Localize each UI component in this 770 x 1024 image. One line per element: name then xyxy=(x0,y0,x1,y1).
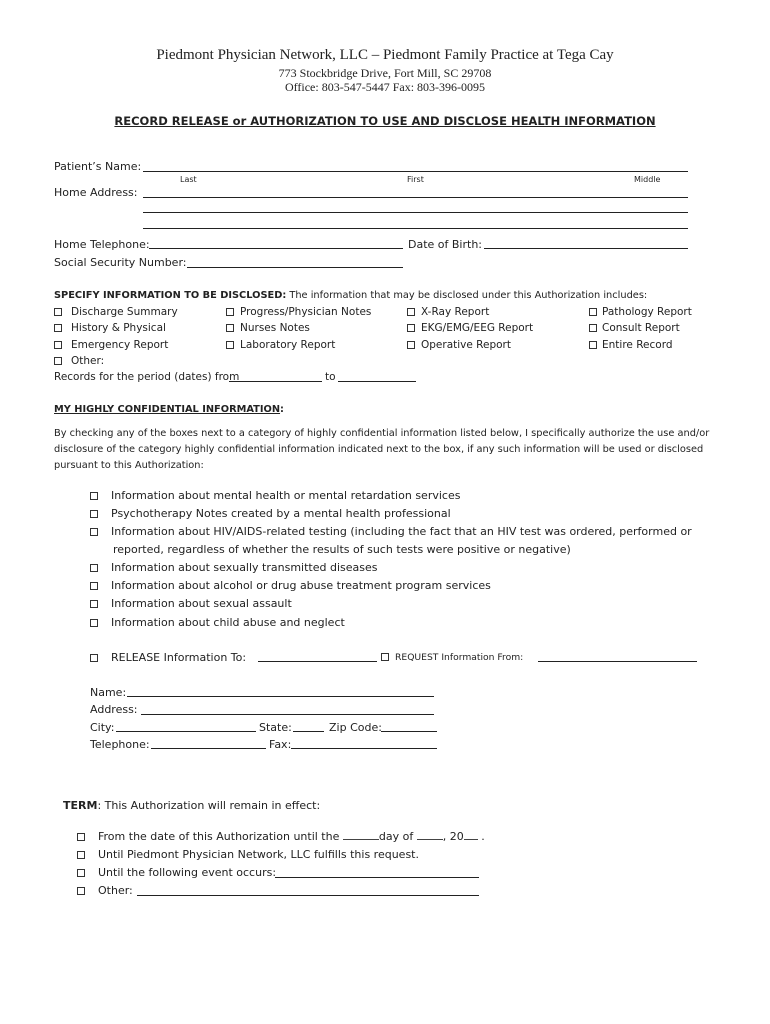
checkbox-icon[interactable] xyxy=(226,324,234,332)
item-label: Information about alcohol or drug abuse treatment program services xyxy=(111,579,491,592)
term-option-until-date[interactable] xyxy=(77,830,485,843)
checkbox-icon[interactable] xyxy=(381,653,389,661)
recipient-fax-label: Fax: xyxy=(269,738,292,751)
organization-phone: Office: 803-547-5447 Fax: 803-396-0095 xyxy=(284,80,486,94)
form-title: RECORD RELEASE or AUTHORIZATION TO USE AND DISCLOSE HEALTH INFORMATION xyxy=(114,114,656,128)
term-day-of: day of xyxy=(378,830,414,843)
organization-name: Piedmont Physician Network, LLC – Piedmont Family Practice at Tega Cay xyxy=(156,47,614,63)
item-label: Information about child abuse and neglect xyxy=(111,616,345,629)
organization-address: 773 Stockbridge Drive, Fort Mill, SC 29708 xyxy=(278,66,492,80)
confidential-paragraph-line-2: disclosure of the category highly confidential information indicated next to the box, if any such information will be used or disclosed xyxy=(54,444,704,455)
option-history-physical[interactable] xyxy=(54,322,166,334)
ssn-field[interactable] xyxy=(187,267,403,268)
home-address-field-2[interactable] xyxy=(143,212,688,213)
term-period: . xyxy=(481,830,485,843)
recipient-address-label: Address: xyxy=(90,703,138,716)
term-line xyxy=(63,799,320,812)
option-ekg-report[interactable] xyxy=(407,322,533,334)
checkbox-icon[interactable] xyxy=(54,357,62,365)
confidential-heading: MY HIGHLY CONFIDENTIAL INFORMATION xyxy=(54,404,281,415)
option-other[interactable] xyxy=(54,355,104,367)
confidential-item-std[interactable] xyxy=(90,561,377,574)
term-option-label: Until Piedmont Physician Network, LLC fulfills this request. xyxy=(98,848,419,861)
checkbox-icon[interactable] xyxy=(54,308,62,316)
option-label: Laboratory Report xyxy=(240,339,336,351)
request-from-field[interactable] xyxy=(538,661,697,662)
last-name-caption: Last xyxy=(180,175,197,184)
disclosure-intro: The information that may be disclosed under this Authorization includes: xyxy=(286,290,648,301)
recipient-fax-field[interactable] xyxy=(291,748,437,749)
disclosure-heading: SPECIFY INFORMATION TO BE DISCLOSED: xyxy=(54,290,287,301)
checkbox-icon[interactable] xyxy=(407,308,415,316)
checkbox-icon[interactable] xyxy=(589,308,597,316)
term-option-label: Other: xyxy=(98,884,133,897)
home-telephone-field[interactable] xyxy=(149,248,403,249)
option-progress-notes[interactable] xyxy=(226,306,371,318)
checkbox-icon[interactable] xyxy=(407,341,415,349)
checkbox-icon[interactable] xyxy=(90,600,98,608)
home-telephone-label: Home Telephone: xyxy=(54,238,150,251)
option-operative-report[interactable] xyxy=(407,339,511,351)
checkbox-icon[interactable] xyxy=(90,582,98,590)
recipient-telephone-label: Telephone: xyxy=(90,738,150,751)
recipient-telephone-field[interactable] xyxy=(151,748,266,749)
checkbox-icon[interactable] xyxy=(90,492,98,500)
recipient-city-label: City: xyxy=(90,721,115,734)
confidential-item-mental-health[interactable] xyxy=(90,489,460,502)
checkbox-icon[interactable] xyxy=(77,887,85,895)
term-other-field[interactable] xyxy=(137,895,479,896)
term-option-event[interactable] xyxy=(77,866,276,879)
option-label: Operative Report xyxy=(421,339,511,351)
checkbox-icon[interactable] xyxy=(589,324,597,332)
confidential-item-child-abuse[interactable] xyxy=(90,616,345,629)
checkbox-icon[interactable] xyxy=(90,528,98,536)
item-label: Information about HIV/AIDS-related testing (including the fact that an HIV test was ordered, performed or xyxy=(111,525,692,538)
confidential-colon: : xyxy=(280,404,284,415)
request-label: REQUEST Information From: xyxy=(395,652,524,663)
recipient-state-label: State: xyxy=(259,721,292,734)
patient-name-field[interactable] xyxy=(143,171,688,172)
option-discharge-summary[interactable] xyxy=(54,306,178,318)
date-of-birth-label: Date of Birth: xyxy=(408,238,483,251)
recipient-zip-label: Zip Code: xyxy=(329,721,382,734)
item-label: Information about sexual assault xyxy=(111,597,292,610)
date-of-birth-field[interactable] xyxy=(484,248,688,249)
patient-name-label: Patient’s Name: xyxy=(54,160,142,173)
checkbox-icon[interactable] xyxy=(90,564,98,572)
recipient-address-field[interactable] xyxy=(141,714,434,715)
checkbox-icon[interactable] xyxy=(226,308,234,316)
option-label: Consult Report xyxy=(602,322,680,334)
option-label: EKG/EMG/EEG Report xyxy=(421,322,534,334)
request-information-from[interactable] xyxy=(381,652,523,663)
item-label: Information about sexually transmitted diseases xyxy=(111,561,378,574)
disclosure-intro-line xyxy=(54,290,647,301)
checkbox-icon[interactable] xyxy=(226,341,234,349)
checkbox-icon[interactable] xyxy=(90,510,98,518)
ssn-label: Social Security Number: xyxy=(54,256,187,269)
confidential-item-hiv[interactable] xyxy=(90,525,692,538)
checkbox-icon[interactable] xyxy=(54,324,62,332)
item-label: Information about mental health or mental retardation services xyxy=(111,489,461,502)
recipient-city-field[interactable] xyxy=(116,731,256,732)
option-consult-report[interactable] xyxy=(589,322,680,334)
checkbox-icon[interactable] xyxy=(77,833,85,841)
option-nurses-notes[interactable] xyxy=(226,322,310,334)
term-day-field[interactable] xyxy=(343,830,379,840)
option-label: Entire Record xyxy=(602,339,673,351)
term-option-until-fulfilled[interactable] xyxy=(77,848,419,861)
confidential-item-sexual-assault[interactable] xyxy=(90,597,292,610)
confidential-item-hiv-continued: reported, regardless of whether the results of such tests were positive or negative) xyxy=(113,543,571,556)
item-label: Psychotherapy Notes created by a mental health professional xyxy=(111,507,451,520)
checkbox-icon[interactable] xyxy=(77,851,85,859)
home-address-field-1[interactable] xyxy=(143,197,688,198)
option-label: Other: xyxy=(71,355,105,367)
term-month-field[interactable] xyxy=(417,830,443,840)
term-year-field[interactable] xyxy=(464,830,478,840)
option-label: Pathology Report xyxy=(602,306,692,318)
checkbox-icon[interactable] xyxy=(90,654,98,662)
option-label: Emergency Report xyxy=(71,339,169,351)
option-label: Discharge Summary xyxy=(71,306,178,318)
confidential-item-substance-abuse[interactable] xyxy=(90,579,491,592)
recipient-name-field[interactable] xyxy=(127,696,434,697)
period-to-field[interactable] xyxy=(338,381,416,382)
option-label: History & Physical xyxy=(71,322,166,334)
term-option-label: From the date of this Authorization until the xyxy=(98,830,340,843)
option-emergency-report[interactable] xyxy=(54,339,168,351)
middle-name-caption: Middle xyxy=(634,175,661,184)
term-text: : This Authorization will remain in effect: xyxy=(97,799,321,812)
checkbox-icon[interactable] xyxy=(54,341,62,349)
option-xray-report[interactable] xyxy=(407,306,489,318)
option-label: Progress/Physician Notes xyxy=(240,306,372,318)
checkbox-icon[interactable] xyxy=(90,619,98,627)
term-heading: TERM xyxy=(63,799,98,812)
option-laboratory-report[interactable] xyxy=(226,339,335,351)
confidential-paragraph-line-3: pursuant to this Authorization: xyxy=(54,460,204,471)
recipient-state-field[interactable] xyxy=(293,731,324,732)
records-period-label: Records for the period (dates) from xyxy=(54,371,240,383)
option-label: Nurses Notes xyxy=(240,322,310,334)
checkbox-icon[interactable] xyxy=(589,341,597,349)
release-to-field[interactable] xyxy=(258,661,377,662)
home-address-field-3[interactable] xyxy=(143,228,688,229)
period-from-field[interactable] xyxy=(229,381,322,382)
term-option-other[interactable] xyxy=(77,884,133,897)
release-label: RELEASE Information To: xyxy=(111,651,247,664)
confidential-item-psychotherapy[interactable] xyxy=(90,507,451,520)
first-name-caption: First xyxy=(407,175,424,184)
records-period-to: to xyxy=(325,371,336,383)
term-year-prefix: , 20 xyxy=(442,830,464,843)
recipient-name-label: Name: xyxy=(90,686,127,699)
term-option-label: Until the following event occurs: xyxy=(98,866,277,879)
term-event-field[interactable] xyxy=(275,877,479,878)
home-address-label: Home Address: xyxy=(54,186,138,199)
recipient-zip-field[interactable] xyxy=(381,731,437,732)
option-label: X-Ray Report xyxy=(421,306,490,318)
checkbox-icon[interactable] xyxy=(77,869,85,877)
release-information-to[interactable] xyxy=(90,651,246,664)
confidential-heading-line xyxy=(54,404,284,415)
checkbox-icon[interactable] xyxy=(407,324,415,332)
option-entire-record[interactable] xyxy=(589,339,673,351)
option-pathology-report[interactable] xyxy=(589,306,692,318)
confidential-paragraph-line-1: By checking any of the boxes next to a category of highly confidential information listed below, I specifically authorize the use and/or xyxy=(54,428,710,439)
